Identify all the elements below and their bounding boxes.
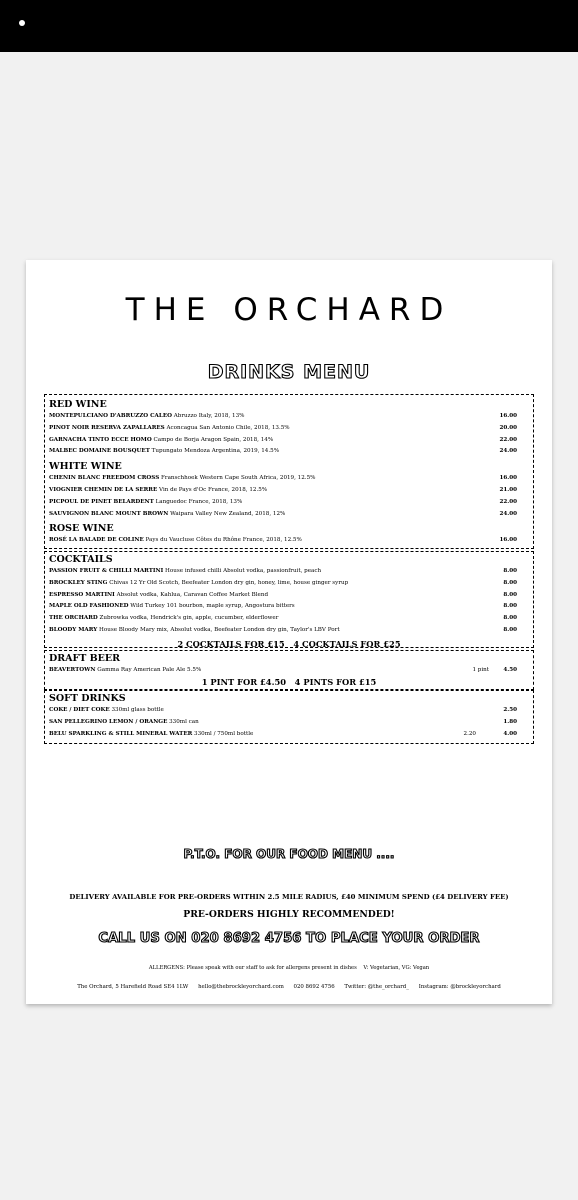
rose-wine-heading: ROSE WINE: [49, 523, 114, 535]
list-item: MALBEC DOMAINE BOUSQUET Tupungato Mendoza Argentina, 2019, 14.5% 24.00: [49, 448, 517, 455]
list-item: PASSION FRUIT & CHILLI MARTINI House infused chilli Absolut vodka, passionfruit, peach 8.00: [49, 568, 517, 574]
list-item: PINOT NOIR RESERVA ZAPALLARES Aconcagua San Antonio Chile, 2018, 13.5% 20.00: [49, 424, 517, 431]
beer-deal: 1 PINT FOR £4.50 4 PINTS FOR £15: [201, 676, 377, 687]
list-item: SAN PELLEGRINO LEMON / ORANGE 330ml can 1.80: [49, 718, 517, 725]
soft-drinks-section: [44, 690, 534, 744]
list-item: GARNACHA TINTO ECCE HOMO Campo de Borja Aragon Spain, 2018, 14% 22.00: [49, 436, 517, 443]
preorder-note: PRE-ORDERS HIGHLY RECOMMENDED!: [183, 909, 395, 920]
soft-drinks-heading: SOFT DRINKS: [49, 693, 126, 704]
list-item: BELU SPARKLING & STILL MINERAL WATER 330ml / 750ml bottle 2.20 4.00: [49, 730, 517, 737]
red-wine-heading: RED WINE: [49, 399, 107, 410]
list-item: VIOGNIER CHEMIN DE LA SERRE Vin de Pays d'Oc France, 2018, 12.5% 21.00: [49, 486, 517, 493]
allergens-note: ALLERGENS: Please speak with our staff to ask for allergens present in dishes V: Vegetarian, VG: Vegan: [148, 965, 430, 971]
status-bar: [0, 0, 578, 52]
list-item: ESPRESSO MARTINI Absolut vodka, Kahlua, Caravan Coffee Market Blend 8.00: [49, 591, 517, 598]
cocktail-deal: 2 COCKTAILS FOR £15 4 COCKTAILS FOR £25: [177, 638, 401, 649]
cocktails-heading: COCKTAILS: [49, 554, 113, 565]
list-item: ROSÉ LA BALADE DE COLINE Pays du Vaucluse Côtes du Rhône France, 2018, 12.5% 16.00: [49, 537, 517, 544]
draft-beer-section: [44, 650, 534, 690]
list-item: THE ORCHARD Zubrowka vodka, Hendrick's gin, apple, cucumber, elderflower 8.00: [49, 615, 517, 622]
menu-title: DRINKS MENU: [207, 361, 371, 383]
list-item: COKE / DIET COKE 330ml glass bottle 2.50: [49, 707, 517, 713]
footer-address: The Orchard, 5 Harefield Road SE4 1LW: [77, 984, 189, 990]
footer-phone: 020 8692 4756: [293, 984, 335, 990]
list-item: MONTEPULCIANO D'ABRUZZO CALEO Abruzzo Italy, 2018, 13% 16.00: [49, 413, 517, 419]
footer-instagram: Instagram: @brockleyorchard: [418, 984, 501, 990]
list-item: CHENIN BLANC FREEDOM CROSS Franschhoek Western Cape South Africa, 2019, 12.5% 16.00: [49, 475, 517, 482]
list-item: PICPOUL DE PINET BELARDENT Languedoc France, 2018, 13% 22.00: [49, 498, 517, 505]
pto-food-menu-note: P.T.O. FOR OUR FOOD MENU ....: [183, 847, 395, 861]
call-to-order: CALL US ON 020 8692 4756 TO PLACE YOUR ORDER: [98, 931, 480, 946]
list-item: BLOODY MARY House Bloody Mary mix, Absolut vodka, Beefeater London dry gin, Taylor's LBV Port 8.00: [49, 626, 517, 633]
wine-section: [44, 394, 534, 549]
list-item: BROCKLEY STING Chivas 12 Yr Old Scotch, Beefeater London dry gin, honey, lime, house ginger syrup 8.00: [49, 579, 517, 586]
list-item: BEAVERTOWN Gamma Ray American Pale Ale 5.5% 1 pint 4.50: [49, 667, 517, 673]
footer-contact: [0, 984, 578, 990]
cocktails-section: [44, 551, 534, 648]
footer-twitter: Twitter: @the_orchard_: [344, 984, 409, 990]
list-item: MAPLE OLD FASHIONED Wild Turkey 101 bourbon, maple syrup, Angostura bitters 8.00: [49, 603, 517, 610]
white-wine-heading: WHITE WINE: [49, 461, 122, 473]
delivery-info: DELIVERY AVAILABLE FOR PRE-ORDERS WITHIN 2.5 MILE RADIUS, £40 MINIMUM SPEND (£4 DELIVERY FEE): [69, 893, 509, 901]
footer-email: hello@thebrockleyorchard.com: [198, 984, 284, 990]
brand-title: THE ORCHARD: [125, 292, 453, 328]
camera-dot-icon: [19, 20, 25, 26]
draft-beer-heading: DRAFT BEER: [49, 653, 121, 664]
list-item: SAUVIGNON BLANC MOUNT BROWN Waipara Valley New Zealand, 2018, 12% 24.00: [49, 510, 517, 517]
